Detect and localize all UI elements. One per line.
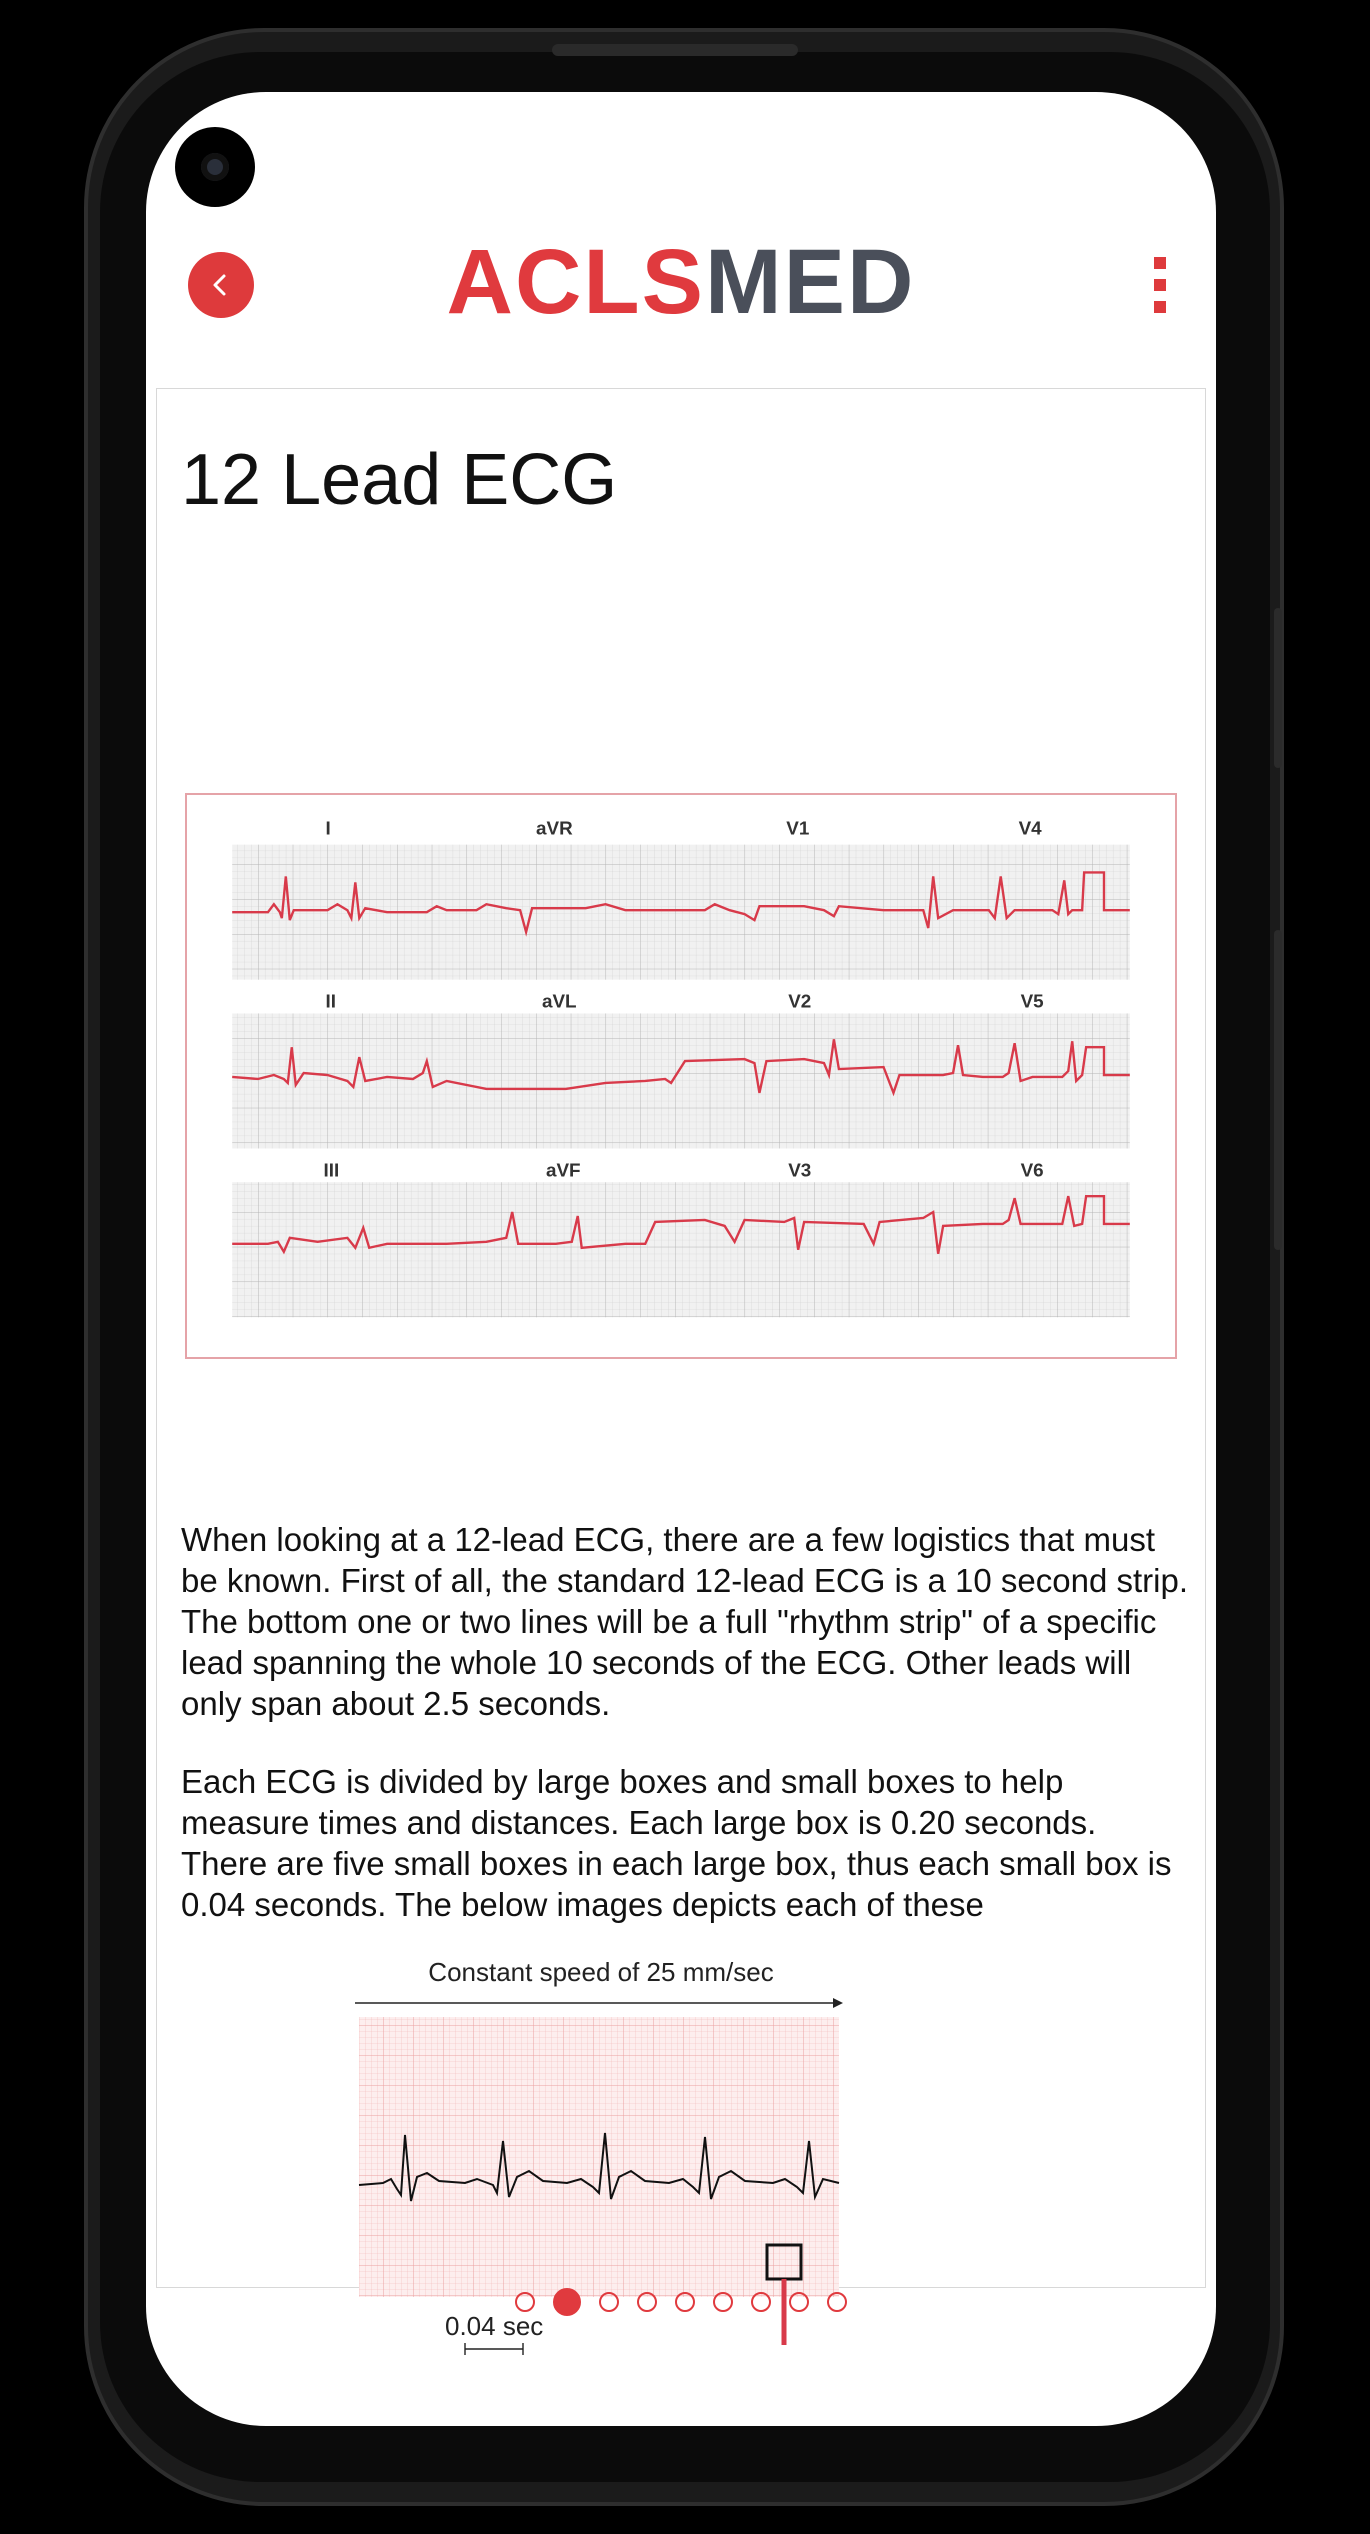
lead-label: V1 [786, 817, 810, 839]
lead-label: III [323, 1159, 340, 1181]
page-title: 12 Lead ECG [181, 440, 618, 520]
twelve-lead-ecg-image [185, 793, 1177, 1359]
rhythm-strip-figure [353, 1957, 853, 2341]
page-dot[interactable] [789, 2292, 809, 2312]
speed-label: Constant speed of 25 mm/sec [428, 1957, 774, 1987]
lead-label: V5 [1020, 990, 1044, 1012]
lead-label: aVR [536, 817, 573, 839]
app-logo [146, 232, 1216, 332]
lead-label: V2 [788, 990, 812, 1012]
paragraph-12-lead-logistics: When looking at a 12-lead ECG, there are a few logistics that must be known. First of all, the standard 12-lead ECG is a 10 second strip. The bottom one or two lines will be a full "rhythm strip" of a specific lead spanning the whole 10 seconds of the ECG. Other leads will only span about 2.5 seconds. [181, 1521, 1189, 1722]
logo-acls: ACLS [446, 231, 705, 333]
page-dot-active[interactable] [553, 2288, 581, 2316]
page-dot[interactable] [827, 2292, 847, 2312]
page-indicator [146, 2292, 1216, 2316]
front-camera [175, 127, 255, 207]
power-button [1274, 930, 1282, 1250]
volume-button [1274, 608, 1282, 768]
article-card [156, 388, 1206, 2341]
lead-label: V6 [1020, 1159, 1044, 1181]
page-dot[interactable] [713, 2292, 733, 2312]
page-dot[interactable] [599, 2292, 619, 2312]
lead-label: aVF [545, 1159, 581, 1181]
page-dot[interactable] [515, 2292, 535, 2312]
kebab-menu-icon [1154, 257, 1166, 269]
small-box-label: 0.04 sec [445, 2311, 544, 2341]
page-dot[interactable] [751, 2292, 771, 2312]
overflow-menu-button[interactable] [1150, 257, 1170, 313]
lead-label: I [325, 817, 331, 839]
phone-screen [146, 92, 1216, 2426]
lead-label: V3 [788, 1159, 812, 1181]
lead-label: II [325, 990, 337, 1012]
page-dot[interactable] [675, 2292, 695, 2312]
earpiece-speaker [552, 44, 798, 56]
paragraph-ecg-boxes: Each ECG is divided by large boxes and small boxes to help measure times and distances. Each large box is 0.20 seconds. There are five small boxes in each large box, thus each small box is 0.04 seconds. The below images depicts each of these [181, 1763, 1172, 1923]
lead-label: aVL [541, 990, 577, 1012]
lead-label: V4 [1018, 817, 1042, 839]
page-dot[interactable] [637, 2292, 657, 2312]
logo-med: MED [705, 231, 916, 333]
